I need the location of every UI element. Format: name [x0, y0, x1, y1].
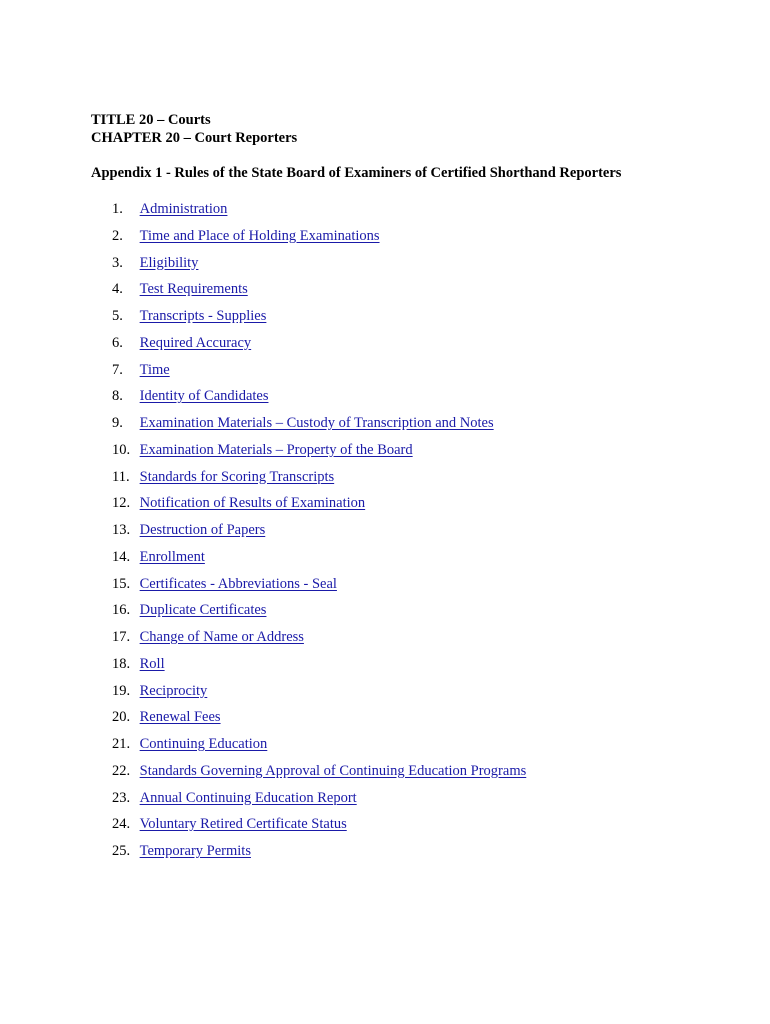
toc-item-link[interactable]: Change of Name or Address — [139, 629, 304, 645]
toc-item-link[interactable]: Time — [139, 361, 170, 378]
toc-item-link[interactable]: Examination Materials – Property of the Board — [139, 441, 413, 458]
toc-item-number: 8. — [112, 388, 123, 405]
toc-item-number: 12. — [112, 495, 131, 512]
toc-item-link[interactable]: Reciprocity — [139, 682, 208, 699]
toc-item — [112, 441, 526, 468]
toc-item-link[interactable]: Eligibility — [139, 254, 199, 271]
toc-item-number: 4. — [112, 281, 123, 298]
toc-item-link[interactable]: Temporary Permits — [139, 843, 251, 859]
toc-item-link[interactable]: Standards Governing Approval of Continuing Education Programs — [139, 762, 527, 779]
toc-item — [112, 815, 526, 842]
toc-item-number: 18. — [112, 655, 131, 672]
toc-item-number: 22. — [112, 762, 131, 779]
toc-item — [112, 708, 526, 735]
toc-item — [112, 575, 526, 602]
toc-item-number: 24. — [112, 816, 131, 833]
toc-item-link[interactable]: Notification of Results of Examination — [139, 495, 366, 512]
toc-item — [112, 494, 526, 521]
toc-item — [112, 468, 526, 495]
toc-item-link[interactable]: Examination Materials – Custody of Transcription and Notes — [139, 415, 494, 431]
toc-item — [112, 762, 526, 789]
toc-item-link[interactable]: Required Accuracy — [139, 334, 252, 351]
toc-item-number: 10. — [112, 441, 131, 458]
toc-item-link[interactable]: Certificates - Abbreviations - Seal — [139, 575, 337, 592]
toc-item-link[interactable]: Annual Continuing Education Report — [139, 789, 357, 806]
toc-item-number: 20. — [112, 709, 131, 726]
toc-item-number: 13. — [112, 522, 131, 538]
toc-item — [112, 334, 526, 361]
toc-item — [112, 200, 526, 227]
toc-item-number: 3. — [112, 254, 123, 271]
toc-item-number: 25. — [112, 843, 131, 859]
toc-item-link[interactable]: Identity of Candidates — [139, 388, 269, 405]
title-heading: TITLE 20 – Courts — [91, 112, 211, 128]
toc-item-number: 5. — [112, 308, 123, 324]
toc-item-number: 9. — [112, 415, 123, 431]
toc-item-link[interactable]: Enrollment — [139, 548, 205, 565]
toc-item — [112, 655, 526, 682]
toc-item-link[interactable]: Roll — [139, 655, 165, 672]
toc-item-link[interactable]: Destruction of Papers — [139, 522, 266, 538]
toc-item-number: 2. — [112, 227, 123, 244]
toc-item — [112, 842, 526, 869]
toc-item-number: 11. — [112, 468, 130, 485]
toc-item-link[interactable]: Test Requirements — [139, 281, 248, 298]
toc-item-number: 7. — [112, 361, 123, 378]
toc-item-number: 1. — [112, 201, 123, 217]
toc-item — [112, 280, 526, 307]
toc-item-link[interactable]: Continuing Education — [139, 736, 268, 752]
toc-item-number: 23. — [112, 789, 131, 806]
toc-item — [112, 254, 526, 281]
toc-item — [112, 548, 526, 575]
table-of-contents — [112, 200, 526, 869]
toc-item — [112, 361, 526, 388]
toc-item — [112, 227, 526, 254]
toc-item — [112, 601, 526, 628]
toc-item-link[interactable]: Time and Place of Holding Examinations — [139, 227, 380, 244]
toc-item-number: 14. — [112, 548, 131, 565]
toc-item — [112, 307, 526, 334]
toc-item — [112, 682, 526, 709]
toc-item-number: 6. — [112, 334, 123, 351]
toc-item-number: 15. — [112, 575, 131, 592]
toc-item-number: 16. — [112, 602, 131, 619]
toc-item — [112, 735, 526, 762]
toc-item-number: 21. — [112, 736, 131, 752]
appendix-heading: Appendix 1 - Rules of the State Board of Examiners of Certified Shorthand Reporters — [91, 165, 622, 181]
toc-item-link[interactable]: Voluntary Retired Certificate Status — [139, 816, 347, 833]
toc-item-link[interactable]: Administration — [139, 201, 228, 217]
toc-item-link[interactable]: Renewal Fees — [139, 709, 221, 726]
toc-item-link[interactable]: Standards for Scoring Transcripts — [139, 468, 335, 485]
toc-item-link[interactable]: Duplicate Certificates — [139, 602, 267, 619]
toc-item — [112, 789, 526, 816]
toc-item-link[interactable]: Transcripts - Supplies — [139, 308, 267, 324]
toc-item-number: 17. — [112, 629, 131, 645]
toc-item — [112, 387, 526, 414]
chapter-heading: CHAPTER 20 – Court Reporters — [91, 130, 298, 146]
toc-item — [112, 521, 526, 548]
toc-item-number: 19. — [112, 682, 131, 699]
toc-item — [112, 628, 526, 655]
toc-item — [112, 414, 526, 441]
